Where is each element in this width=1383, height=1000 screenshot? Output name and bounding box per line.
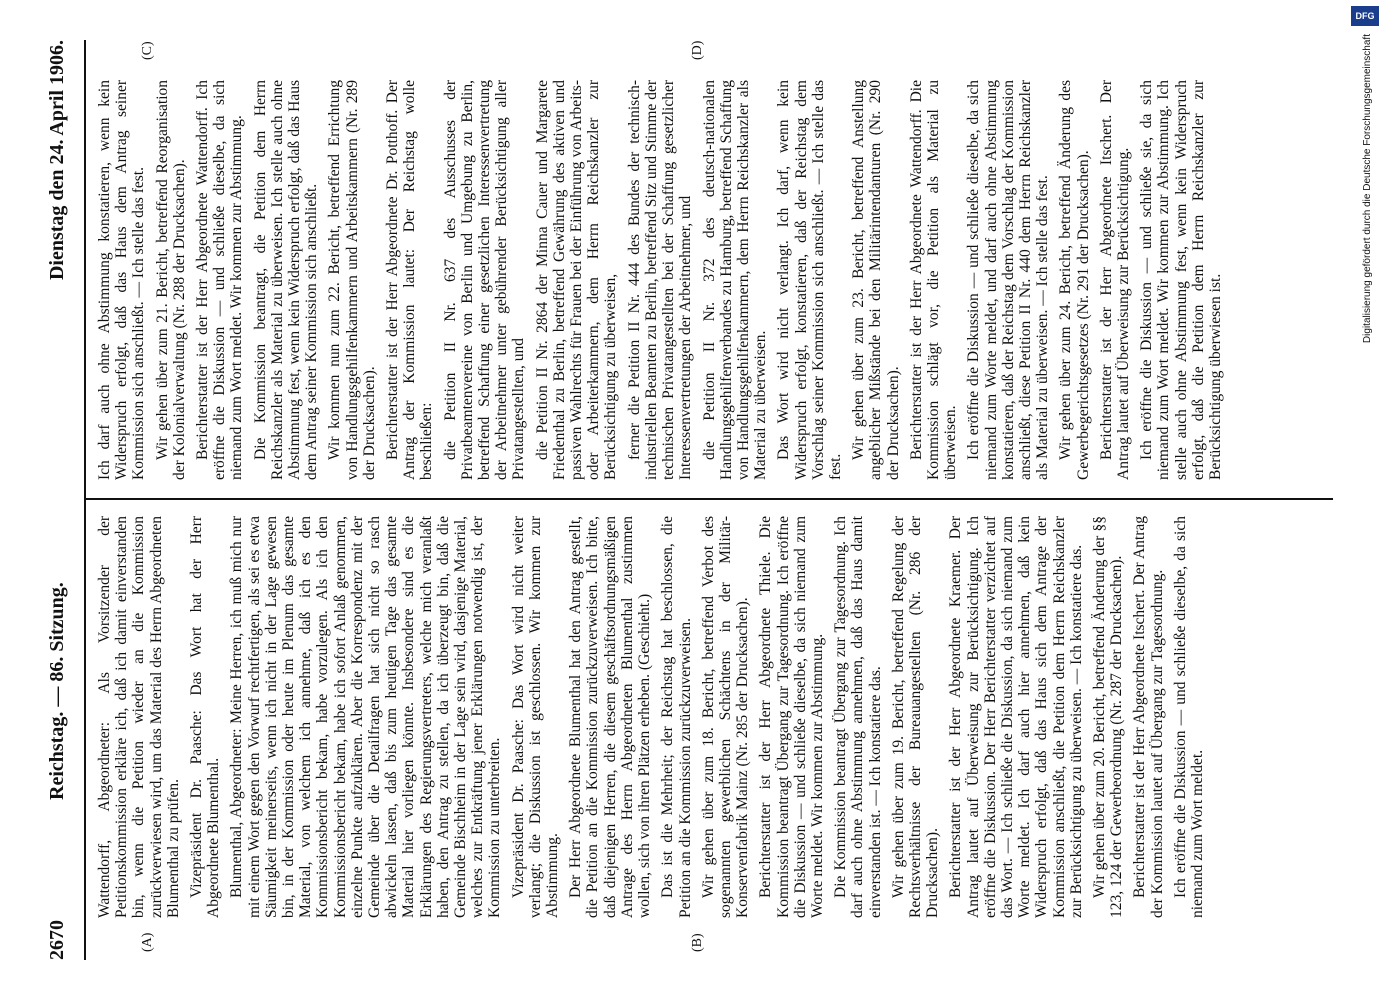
margin-label-c: (C): [140, 41, 155, 60]
paragraph: Ich darf auch ohne Abstimmung konstatieren, wenn kein Widerspruch erfolgt, daß das Haus dem Antrag seiner Kommission sich anschließt. — Ich stelle das fest.: [96, 80, 148, 480]
paragraph: ferner die Petition II Nr. 444 des Bundes der technisch-industriellen Beamten zu Berlin, betreffend Sitz und Stimme der technischen Privatangestellten bei der Schaffung gesetzlicher Interessenvertretungen der Arbeitnehmer, und: [625, 80, 695, 480]
paragraph: Die Kommission beantragt Übergang zur Tagesordnung. Ich darf auch ohne Abstimmung annehmen, daß das Haus damit einverstanden ist. — Ich konstatiere das.: [832, 516, 884, 918]
paragraph: Wir gehen über zum 18. Bericht, betreffend Verbot des sogenannten gewerblichen Schächtens in der Militär-Konservenfabrik Mainz (Nr. 285 der Drucksachen).: [699, 516, 752, 918]
paragraph: Wir gehen über zum 23. Bericht, betreffend Anstellung angeblicher Mißstände bei den Militärintendanturen (Nr. 290 der Drucksachen).: [850, 80, 902, 480]
paragraph: Der Herr Abgeordnete Blumenthal hat den Antrag gestellt, die Petition an die Kommission zurückzuverweisen. Ich bitte, daß diejenigen Herren, die diesem geschäftsordnungsmäßigen Antrage des Herrn Abgeordneten Blumenthal zustimmen wollen, sich von ihren Plätzen erheben. (Geschieht.): [567, 516, 654, 918]
paragraph: Berichterstatter ist der Herr Abgeordnete Itschert. Der Antrag der Kommission lautet auf Übergang zur Tagesordnung.: [1131, 516, 1166, 918]
paragraph: Die Kommission beantragt, die Petition dem Herrn Reichskanzler als Material zu überweisen. Ich stelle auch ohne Abstimmung fest, wenn kein Widerspruch erfolgt, daß das Haus dem Antrag seiner Kommission sich anschließt.: [251, 80, 321, 480]
paragraph: Wir gehen über zum 19. Bericht, betreffend Regelung der Rechtsverhältnisse der Bureauangestellten (Nr. 286 der Drucksachen).: [889, 516, 942, 918]
paragraph: die Petition II Nr. 637 des Ausschusses der Privatbeamtenvereine von Berlin und Umgebung zu Berlin, betreffend Schaffung einer gesetzlichen Interessenvertretung der Arbeitnehmer unter gebührender Berücksichtigung aller Privatangestellten, und: [441, 80, 528, 480]
paragraph: die Petition II Nr. 2864 der Minna Cauer und Margarete Friedenthal zu Berlin, betreffend Gewährung des aktiven und passiven Wahlrechts für Frauen bei der Einführung von Arbeits- oder Arbeiterkammern, dem Herrn Reichskanzler zur Berücksichtigung zu überweisen,: [533, 80, 620, 480]
paragraph: die Petition II Nr. 372 des deutsch-nationalen Handlungsgehilfenverbandes zu Hamburg, betreffend Schaffung von Handlungsgehilfenkammern, dem Herrn Reichskanzler als Material zu überweisen.: [700, 80, 770, 480]
page-header: [38, 40, 78, 960]
header-right-title: Dienstag den 24. April 1906.: [46, 40, 68, 281]
paragraph: Berichterstatter ist der Herr Abgeordnete Kraemer. Der Antrag lautet auf Überweisung zur Berücksichtigung. Ich eröffne die Diskussion. Der Herr Berichterstatter verzichtet auf das Wort. — Ich schließe die Diskussion, da sich niemand zum Worte meldet. Ich darf auch hier annehmen, daß kein Widerspruch erfolgt, daß das Haus sich dem Antrage der Kommission anschließt, die Petition dem Herrn Reichskanzler zur Berücksichtigung zu überweisen. — Ich konstatiere das.: [947, 516, 1085, 918]
paragraph: Ich eröffne die Diskussion — und schließe dieselbe, da sich niemand zum Worte meldet, und darf auch ohne Abstimmung konstatieren, daß der Reichstag dem Vorschlag der Kommission anschließt, diese Petition II Nr. 440 dem Herrn Reichskanzler als Material zu überweisen. — Ich stelle das fest.: [965, 80, 1052, 480]
side-strip: [1349, 0, 1379, 1000]
paragraph: Wir kommen nun zum 22. Bericht, betreffend Errichtung von Handlungsgehilfenkammern und Arbeitskammern (Nr. 289 der Drucksachen).: [326, 80, 378, 480]
paragraph: Vizepräsident Dr. Paasche: Das Wort wird nicht weiter verlangt; die Diskussion ist geschlossen. Wir kommen zur Abstimmung.: [509, 516, 562, 918]
paragraph: Wir gehen über zum 20. Bericht, betreffend Änderung der §§ 123, 124 der Gewerbeordnung (Nr. 287 der Drucksachen).: [1090, 516, 1126, 918]
digitization-note: Digitalisierung gefördert durch die Deutsche Forschungsgemeinschaft: [1362, 34, 1373, 344]
paragraph: Ich eröffne die Diskussion — und schließe dieselbe, da sich niemand zum Wort meldet.: [1171, 516, 1206, 918]
paragraph: Berichterstatter ist der Herr Abgeordnete Wattendorff. Die Kommission schlägt vor, die Petition als Material zu überweisen.: [907, 80, 960, 480]
paragraph: Wir gehen über zum 24. Bericht, betreffend Änderung des Gewerbegerichtsgesetzes (Nr. 291 der Drucksachen).: [1057, 80, 1092, 480]
paragraph: Vizepräsident Dr. Paasche: Das Wort hat der Herr Abgeordnete Blumenthal.: [188, 516, 223, 918]
paragraph: Das Wort wird nicht verlangt. Ich darf, wenn kein Widerspruch erfolgt, konstatieren, daß der Reichstag dem Vorschlag seiner Kommission sich anschließt. — Ich stelle das fest.: [775, 80, 844, 480]
header-left-title: Reichstag. — 86. Sitzung.: [46, 582, 68, 800]
margin-label-d: (D): [690, 40, 705, 60]
paragraph: Das ist die Mehrheit; der Reichstag hat beschlossen, die Petition an die Kommission zurückzuverweisen.: [659, 516, 694, 918]
column-divider: [84, 498, 1333, 500]
paragraph: Blumenthal, Abgeordneter: Meine Herren, ich muß mich nur mit einem Wort gegen den Vorwurf rechtfertigen, als sei es etwa Säumigkeit meinerseits, wenn ich nicht in der Lage gewesen bin, in der Kommission oder heute im Plenum das gesamte Material, von welchem ich annehme, daß ich es den Kommissionsbericht bekam, habe vorzulegen. Als ich den Kommissionsbericht bekam, habe ich sofort Anlaß genommen, einzelne Punkte aufzuklären. Aber die Korrespondenz mit der Gemeinde über die Detailfragen hat sich nicht so rasch abwickeln lassen, daß bis zum heutigen Tage das gesamte Material hier vorliegen könnte. Insbesondere sind es die Erklärungen des Regierungsvertreters, welche mich veranlaßt haben, den Antrag zu stellen, da ich überzeugt bin, daß die Gemeinde Bischheim in der Lage sein wird, dasjenige Material, welches zur Entkräftung jener Erklärungen notwendig ist, der Kommission zu unterbreiten.: [228, 516, 504, 918]
header-rule: [84, 40, 86, 960]
paragraph: Berichterstatter ist der Herr Abgeordnete Wattendorff. Ich eröffne die Diskussion — und schließe dieselbe, da sich niemand zum Wort meldet. Wir kommen zur Abstimmung.: [194, 80, 246, 480]
page-number: 2670: [46, 920, 68, 960]
paragraph: Ich eröffne die Diskussion — und schließe sie, da sich niemand zum Wort meldet. Wir kommen zur Abstimmung. Ich stelle auch ohne Abstimmung fest, wenn kein Widerspruch erfolgt, daß die Petition dem Herrn Reichskanzler zur Berücksichtigung überwiesen ist.: [1138, 80, 1224, 480]
margin-label-b: (B): [690, 933, 705, 952]
paragraph: Wir gehen über zum 21. Bericht, betreffend Reorganisation der Kolonialverwaltung (Nr. 288 der Drucksachen).: [153, 80, 188, 480]
paragraph: Berichterstatter ist der Herr Abgeordnete Itschert. Der Antrag lautet auf Überweisung zur Berücksichtigung.: [1097, 80, 1132, 480]
paragraph: Wattendorff, Abgeordneter: Als Vorsitzender der Petitionskommission erkläre ich, daß ich damit einverstanden bin, wenn die Petition wieder an die Kommission zurückverwiesen wird, um das Material des Herrn Abgeordneten Blumenthal zu prüfen.: [96, 516, 182, 918]
text-column-left: [96, 516, 1343, 918]
text-column-right: [96, 80, 1343, 480]
paragraph: Berichterstatter ist der Herr Abgeordnete Thiele. Die Kommission beantragt Übergang zur Tagesordnung. Ich eröffne die Diskussion — und schließe dieselbe, da sich niemand zum Worte meldet. Wir kommen zur Abstimmung.: [757, 516, 826, 918]
margin-label-a: (A): [140, 932, 155, 952]
dfg-logo: DFG: [1351, 6, 1379, 26]
paragraph: Berichterstatter ist der Herr Abgeordnete Dr. Potthoff. Der Antrag der Kommission lautet: Der Reichstag wolle beschließen:: [384, 80, 436, 480]
